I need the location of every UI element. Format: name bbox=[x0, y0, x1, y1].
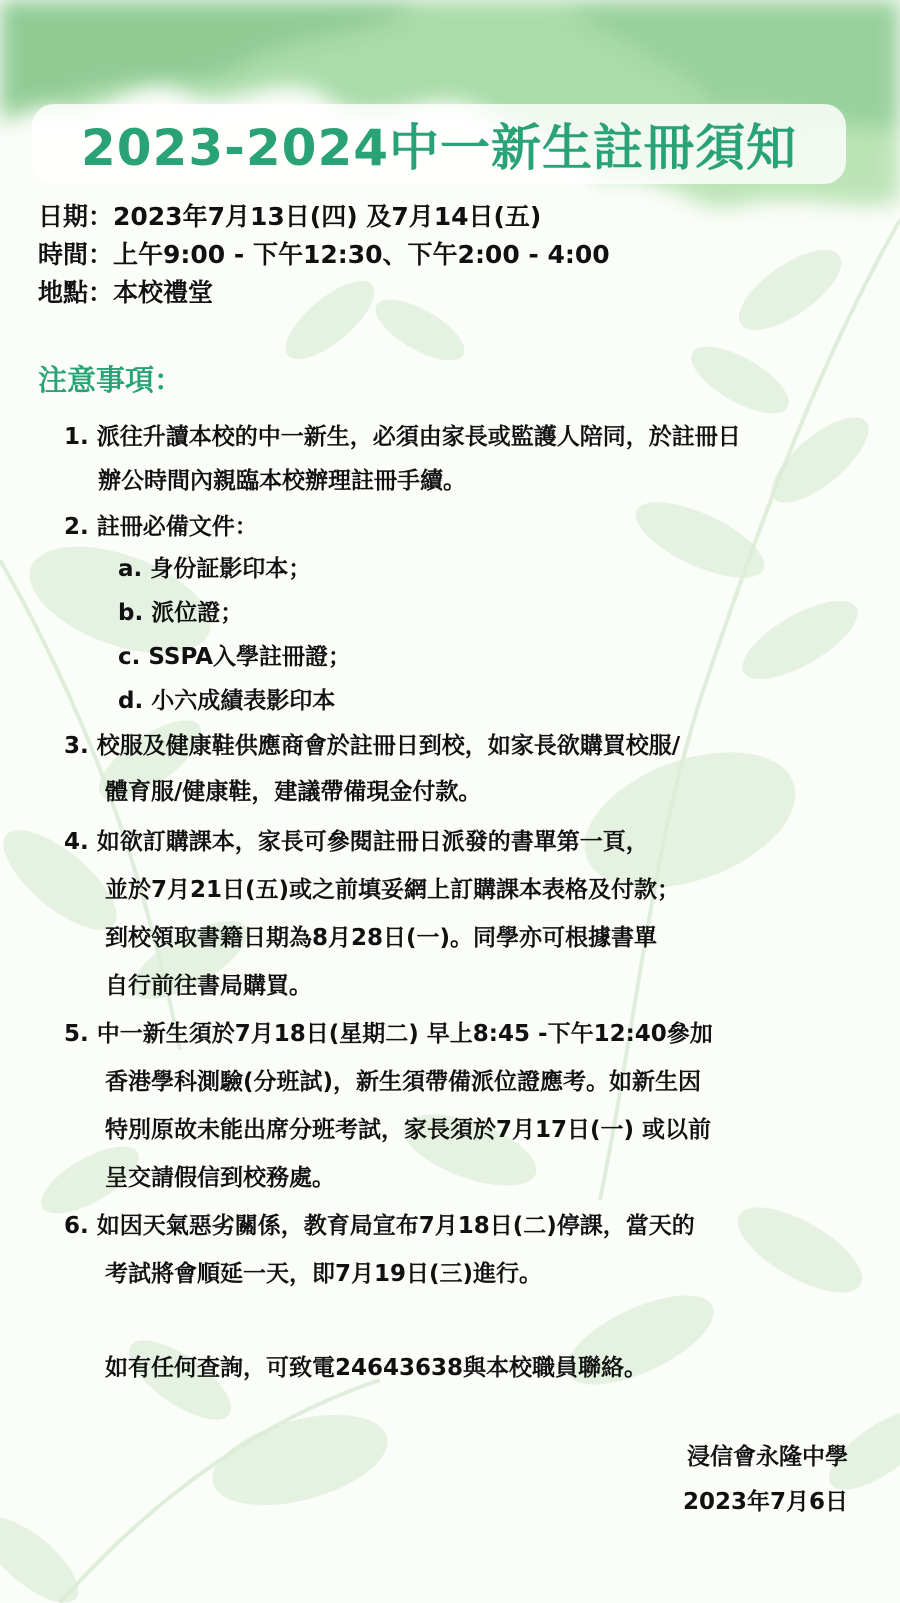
item-number: 5. bbox=[64, 1021, 89, 1047]
item-text: 如欲訂購課本，家長可參閱註冊日派發的書單第一頁， bbox=[96, 829, 649, 855]
item-text: 自行前往書局購買。 bbox=[105, 973, 312, 999]
venue-line: 地點：本校禮堂 bbox=[38, 278, 214, 307]
item-text: 校服及健康鞋供應商會於註冊日到校，如家長欲購買校服/ bbox=[96, 733, 681, 759]
issue-date: 2023年7月6日 bbox=[682, 1489, 848, 1515]
sub-item bbox=[118, 638, 351, 671]
item-number: 2. bbox=[64, 514, 89, 540]
list-item bbox=[64, 823, 649, 856]
school-name: 浸信會永隆中學 bbox=[687, 1444, 848, 1470]
item-number: 1. bbox=[64, 424, 89, 450]
item-number: 6. bbox=[64, 1213, 89, 1239]
sub-item-text: 小六成績表影印本 bbox=[151, 688, 336, 714]
title-banner bbox=[32, 104, 846, 184]
item-text: 中一新生須於7月18日(星期二) 早上8:45 -下午12:40參加 bbox=[96, 1021, 713, 1047]
sub-item bbox=[118, 594, 243, 627]
sub-item-letter: c. bbox=[118, 644, 141, 670]
sub-item-text: 派位證； bbox=[151, 600, 244, 626]
item-text: 體育服/健康鞋，建議帶備現金付款。 bbox=[105, 779, 482, 805]
list-item bbox=[64, 1207, 695, 1240]
item-text: 呈交請假信到校務處。 bbox=[105, 1165, 335, 1191]
notes-heading: 注意事項： bbox=[38, 363, 184, 397]
sub-item bbox=[118, 550, 311, 583]
sub-item-text: 身份証影印本； bbox=[150, 556, 312, 582]
item-text: 註冊必備文件： bbox=[96, 514, 258, 540]
enquiry-text: 如有任何查詢，可致電24643638與本校職員聯絡。 bbox=[105, 1355, 648, 1381]
item-text: 考試將會順延一天，即7月19日(三)進行。 bbox=[105, 1261, 543, 1287]
list-item bbox=[64, 727, 680, 760]
date-line: 日期：2023年7月13日(四) 及7月14日(五) bbox=[38, 202, 542, 231]
list-item bbox=[64, 508, 258, 541]
item-text: 辦公時間內親臨本校辦理註冊手續。 bbox=[98, 468, 466, 494]
sub-item-text: SSPA入學註冊證； bbox=[148, 644, 352, 670]
item-text: 特別原故未能出席分班考試，家長須於7月17日(一) 或以前 bbox=[105, 1117, 712, 1143]
item-number: 4. bbox=[64, 829, 89, 855]
item-text: 如因天氣惡劣關係，教育局宣布7月18日(二)停課，當天的 bbox=[96, 1213, 695, 1239]
item-text: 到校領取書籍日期為8月28日(一)。同學亦可根據書單 bbox=[105, 925, 658, 951]
item-text: 並於7月21日(五)或之前填妥網上訂購課本表格及付款； bbox=[105, 877, 681, 903]
sub-item-letter: a. bbox=[118, 556, 143, 582]
sub-item-letter: b. bbox=[118, 600, 144, 626]
item-text: 香港學科測驗(分班試)，新生須帶備派位證應考。如新生因 bbox=[105, 1069, 702, 1095]
page-title: 2023-2024中一新生註冊須知 bbox=[80, 119, 798, 177]
item-text: 派往升讀本校的中一新生，必須由家長或監護人陪同，於註冊日 bbox=[96, 424, 741, 450]
list-item bbox=[64, 1015, 713, 1048]
sub-item bbox=[118, 682, 335, 715]
item-number: 3. bbox=[64, 733, 89, 759]
sub-item-letter: d. bbox=[118, 688, 144, 714]
list-item bbox=[64, 418, 741, 451]
time-line: 時間：上午9:00 - 下午12:30、下午2:00 - 4:00 bbox=[38, 240, 610, 269]
